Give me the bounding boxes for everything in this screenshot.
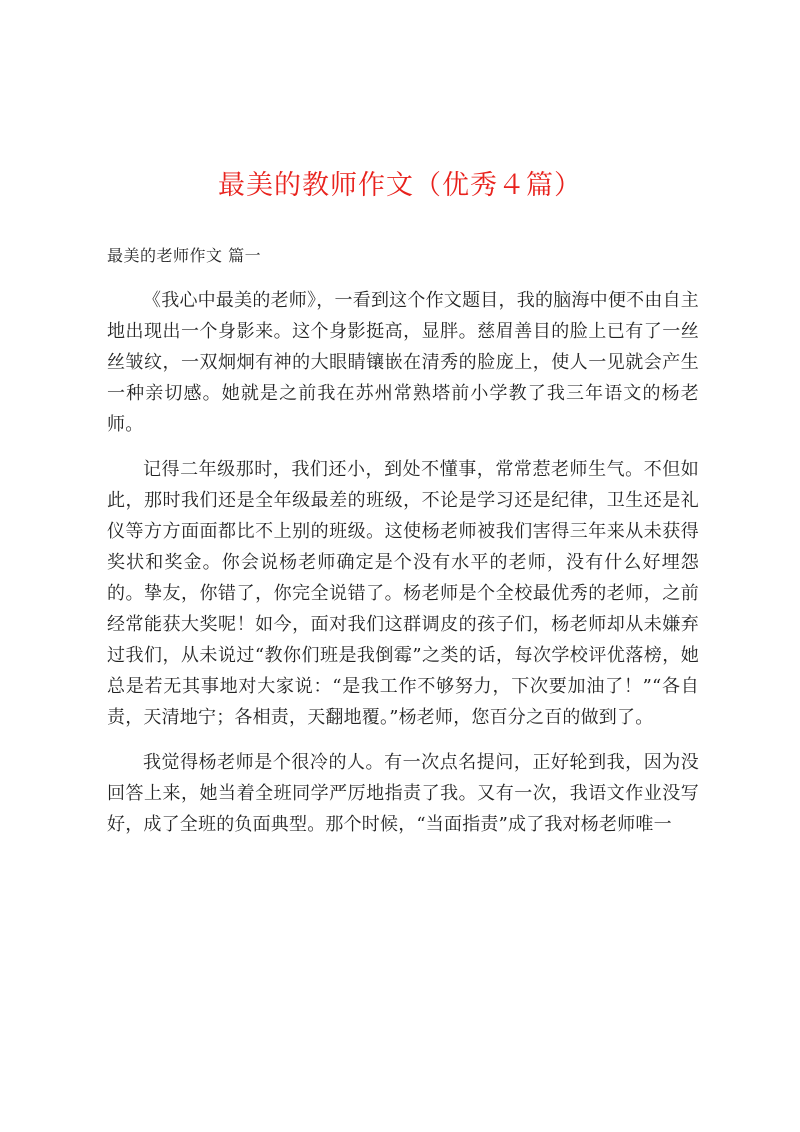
section-heading: 最美的老师作文 篇一: [107, 246, 262, 265]
document-body: [107, 241, 699, 854]
paragraph-2: 记得二年级那时，我们还小，到处不懂事，常常惹老师生气。不但如此，那时我们还是全年级最差的班级，不论是学习还是纪律，卫生还是礼仪等方方面面都比不上别的班级。这使杨老师被我们害得三年来从未获得奖状和奖金。你会说杨老师确定是个没有水平的老师，没有什么好埋怨的。挚友，你错了，你完全说错了。杨老师是个全校最优秀的老师，之前经常能获大奖呢！如今，面对我们这群调皮的孩子们，杨老师却从未嫌弃过我们，从未说过“教你们班是我倒霉”之类的话，每次学校评优落榜，她总是若无其事地对大家说：“是我工作不够努力，下次要加油了！”“各自责，天清地宁；各相责，天翻地覆。”杨老师，您百分之百的做到了。: [107, 459, 700, 728]
document-title: 最美的教师作文（优秀４篇）: [218, 170, 582, 201]
paragraph-3: 我觉得杨老师是个很冷的人。有一次点名提问，正好轮到我，因为没回答上来，她当着全班同学严厉地指责了我。又有一次，我语文作业没写好，成了全班的负面典型。那个时候，“当面指责”成了我对杨老师唯一: [107, 752, 699, 835]
paragraph-1: 《我心中最美的老师》，一看到这个作文题目，我的脑海中便不由自主地出现出一个身影来。这个身影挺高，显胖。慈眉善目的脸上已有了一丝丝皱纹，一双炯炯有神的大眼睛镶嵌在清秀的脸庞上，使人一见就会产生一种亲切感。她就是之前我在苏州常熟塔前小学教了我三年语文的杨老师。: [107, 290, 699, 435]
